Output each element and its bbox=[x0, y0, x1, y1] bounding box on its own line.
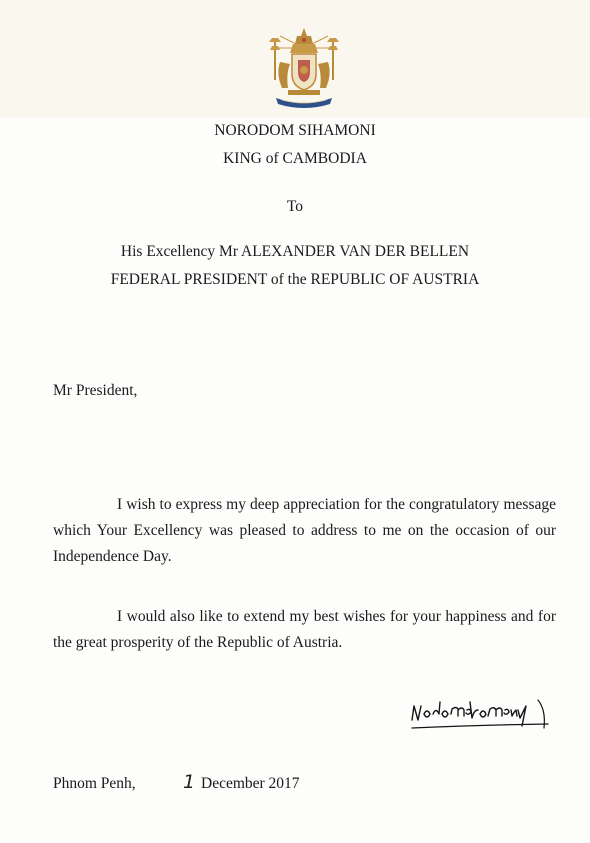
royal-arms-emblem-icon bbox=[266, 26, 342, 112]
sender-name: NORODOM SIHAMONI bbox=[214, 122, 376, 139]
salutation: Mr President, bbox=[53, 382, 138, 399]
sender-title: KING of CAMBODIA bbox=[223, 150, 367, 167]
place-name: Phnom Penh, bbox=[53, 775, 136, 792]
body-paragraph-2: I would also like to extend my best wishes for your happiness and for the great prosperity of the Republic of Austria. bbox=[53, 608, 556, 651]
body-paragraph-1: I wish to express my deep appreciation for the congratulatory message which Your Excellency was pleased to address to me on the occasion of our Independence Day. bbox=[53, 496, 556, 565]
signature-icon bbox=[408, 692, 558, 736]
date-month-year: December 2017 bbox=[201, 775, 300, 792]
addressee-name: His Excellency Mr ALEXANDER VAN DER BELLEN bbox=[120, 243, 470, 260]
addressee-title: FEDERAL PRESIDENT of the REPUBLIC OF AUSTRIA bbox=[110, 271, 480, 288]
handwritten-day: 1 bbox=[183, 771, 196, 793]
to-label: To bbox=[286, 198, 304, 215]
